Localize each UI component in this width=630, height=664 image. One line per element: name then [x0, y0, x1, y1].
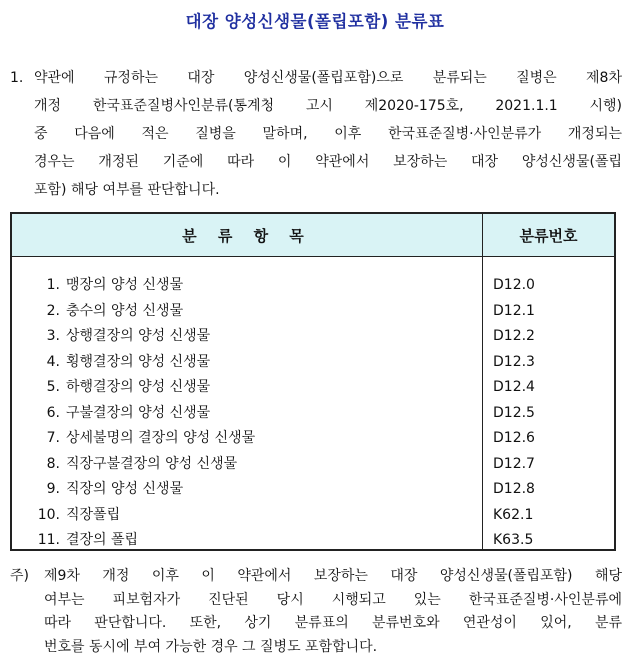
table-row-category — [12, 299, 482, 325]
page-title: 대장 양성신생물(폴립포함) 분류표 — [185, 12, 445, 31]
row-code: D12.7 — [493, 455, 535, 472]
classification-table — [10, 212, 616, 551]
footnote-line: 따라 판단합니다. 또한, 상기 분류표의 분류번호와 연관성이 있어, 분류 — [44, 615, 622, 631]
row-number: 11. — [37, 532, 60, 548]
row-code: D12.6 — [493, 430, 535, 446]
row-code: D12.5 — [493, 404, 535, 421]
row-number: 10. — [37, 506, 60, 523]
footnote — [10, 565, 622, 659]
row-code: D12.4 — [493, 379, 535, 395]
table-header — [12, 214, 614, 257]
header-code: 분류번호 — [482, 214, 614, 256]
row-name: 하행결장의 양성 신생물 — [66, 379, 211, 395]
row-number: 8. — [46, 455, 60, 472]
footnote-line: 여부는 피보험자가 진단된 당시 시행되고 있는 한국표준질병·사인분류에 — [44, 591, 622, 608]
row-name: 횡행결장의 양성 신생물 — [66, 353, 211, 370]
table-row-category — [12, 503, 482, 529]
row-number: 7. — [46, 430, 60, 446]
footnote-line: 번호를 동시에 부여 가능한 경우 그 질병도 포함합니다. — [44, 638, 378, 655]
row-number: 4. — [46, 353, 60, 370]
footnote-label: 주) — [10, 568, 29, 584]
row-name: 상행결장의 양성 신생물 — [66, 328, 211, 344]
table-row-category — [12, 273, 482, 299]
table-row-category — [12, 375, 482, 401]
row-number: 6. — [46, 404, 60, 421]
row-number: 3. — [46, 328, 60, 344]
row-code: D12.0 — [493, 277, 535, 293]
row-code: K63.5 — [493, 532, 534, 548]
code-column — [482, 257, 614, 549]
row-code: D12.3 — [493, 353, 535, 370]
table-row-category — [12, 324, 482, 350]
intro-number: 1. — [10, 70, 24, 86]
header-category: 분 류 항 목 — [182, 226, 312, 245]
table-row-category — [12, 426, 482, 452]
row-number: 1. — [46, 277, 60, 293]
footnote-line: 제9차 개정 이후 이 약관에서 보장하는 대장 양성신생물(폴립포함) 해당 — [44, 568, 622, 584]
row-number: 5. — [46, 379, 60, 395]
row-name: 결장의 폴립 — [66, 532, 139, 548]
table-body — [12, 257, 614, 549]
row-number: 2. — [46, 302, 60, 319]
row-code: D12.8 — [493, 481, 535, 497]
row-name: 직장폴립 — [66, 506, 121, 523]
row-name: 직장의 양성 신생물 — [66, 481, 184, 497]
intro-line: 경우는 개정된 기준에 따라 이 약관에서 보장하는 대장 양성신생물(폴립 — [34, 154, 622, 170]
intro-line: 중 다음에 적은 질병을 말하며, 이후 한국표준질병·사인분류가 개정되는 — [34, 126, 622, 142]
table-row-category — [12, 477, 482, 503]
intro-line: 개정 한국표준질병사인분류(통계청 고시 제2020-175호, 2021.1.1 시행) — [34, 98, 622, 114]
table-row-category — [12, 528, 482, 554]
row-name: 상세불명의 결장의 양성 신생물 — [66, 430, 256, 446]
table-row-category — [12, 452, 482, 478]
category-column — [12, 257, 482, 549]
row-code: D12.1 — [493, 302, 535, 319]
table-row-category — [12, 401, 482, 427]
row-code: D12.2 — [493, 328, 535, 344]
row-name: 충수의 양성 신생물 — [66, 302, 184, 319]
row-name: 구불결장의 양성 신생물 — [66, 404, 211, 421]
intro-line: 약관에 규정하는 대장 양성신생물(폴립포함)으로 분류되는 질병은 제8차 — [34, 70, 622, 86]
intro-line: 포함) 해당 여부를 판단합니다. — [34, 182, 220, 198]
intro-paragraph — [10, 64, 622, 204]
row-name: 직장구불결장의 양성 신생물 — [66, 455, 238, 472]
row-number: 9. — [46, 481, 60, 497]
row-code: K62.1 — [493, 506, 534, 523]
table-row-category — [12, 350, 482, 376]
row-name: 맹장의 양성 신생물 — [66, 277, 184, 293]
